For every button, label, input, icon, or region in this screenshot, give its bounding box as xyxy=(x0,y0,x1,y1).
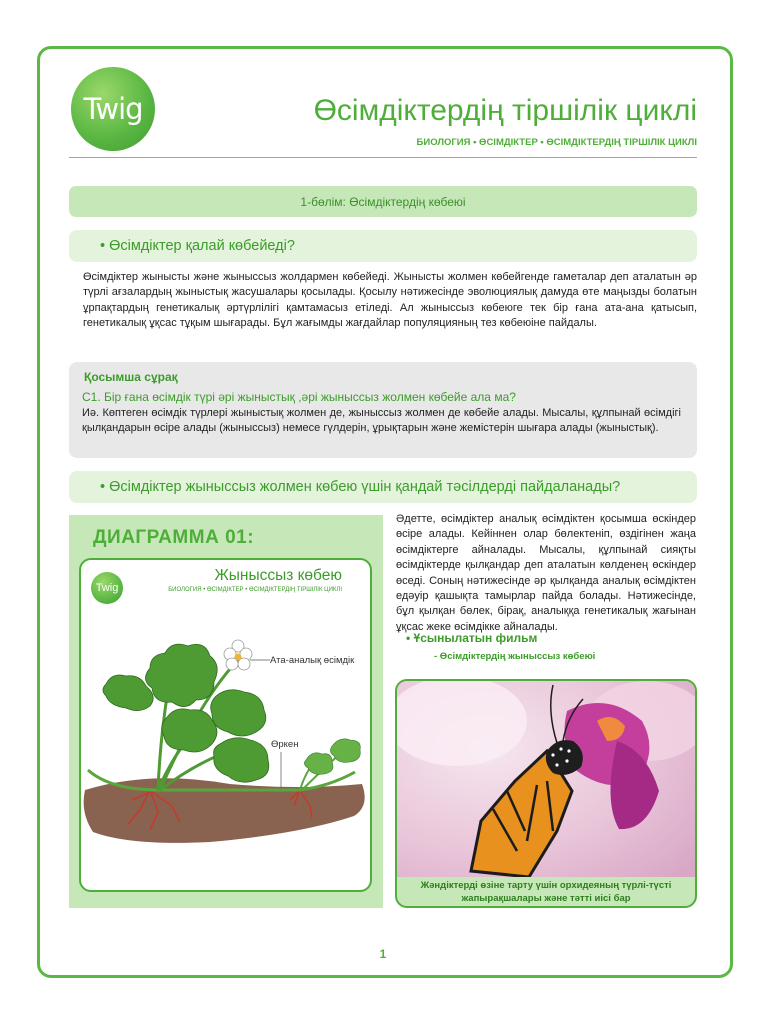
extra-question: С1. Бір ғана өсімдік түрі әрі жыныстық ,әрі жыныссыз жолмен көбейе ала ма? xyxy=(82,390,516,404)
diagram-card-title: Жыныссыз көбею xyxy=(214,567,342,584)
film-title: • Ұсынылатын фильм xyxy=(406,631,538,645)
photo-card xyxy=(395,679,697,908)
butterfly-orchid-photo xyxy=(397,681,695,877)
photo-caption xyxy=(397,879,695,905)
question-2-bar xyxy=(69,471,697,503)
logo-text: Twig xyxy=(83,92,143,126)
leaf xyxy=(211,690,266,736)
twig-logo xyxy=(71,67,155,151)
strawberry-plant-illustration xyxy=(81,600,369,888)
question-1-text: Өсімдіктер жынысты және жыныссыз жолдармен көбейеді. Жынысты жолмен көбейгенде гаметалар деп аталатын әр түрлі ағзалардың жыныстық жасушалары қосылады. Қосылу нәтижесінде эволюциялық дамуда өте маңызды болатын ұрпақтардың генетикалық әртүрлілігі қамтамасыз етіледі. Ал жыныссыз көбеюге тек бір ғана ата-ана қатысып, генетикалық ұқсас тұқым шығарады. Бұл жағымды жағдайлар популяцияның тез көбеюіне пайдалы. xyxy=(83,271,697,330)
label-runner: Өркен xyxy=(271,739,299,750)
diagram-card-breadcrumb: БИОЛОГИЯ • ӨСІМДІКТЕР • ӨСІМДІКТЕРДІҢ ТІРШІЛІК ЦИКЛІ xyxy=(168,587,342,593)
label-parent-plant: Ата-аналық өсімдік xyxy=(270,655,355,666)
page-title: Өсімдіктердің тіршілік циклі xyxy=(313,94,697,127)
header-divider xyxy=(69,157,697,158)
diagram-heading: ДИАГРАММА 01: xyxy=(93,527,255,548)
photo-caption-line-1: Жәндіктерді өзіне тарту үшін орхидеяның түрлі-түсті xyxy=(420,880,672,891)
breadcrumb: БИОЛОГИЯ • ӨСІМДІКТЕР • ӨСІМДІКТЕРДІҢ ТІРШІЛІК ЦИКЛІ xyxy=(416,137,697,148)
leaf xyxy=(214,738,269,783)
leaf xyxy=(162,709,217,752)
extra-question-title: Қосымша сұрақ xyxy=(84,370,178,384)
leaf xyxy=(145,644,217,706)
page-number: 1 xyxy=(379,947,387,961)
extra-answer: Иә. Көптеген өсімдік түрлері жыныстық жолмен де, жыныссыз жолмен де көбейе алады. Мысалы, құлпынай өсімдігі қылқандарын өсіре алады (жыныссыз) немесе гүлдерін, ұрықтарын және жемістерін шығара алады (жыныстық). xyxy=(82,407,681,435)
question-2-text: Әдетте, өсімдіктер аналық өсімдіктен қосымша өскіндер өсіре алады. Кейіннен олар бөлектеніп, өздігінен жаңа өсімдіктерге айналады. Мысалы, құлпынай сияқты өсімдіктерде қылқандар деп аталатын көлденең өскіндер өседі. Соның нәтижесінде әр қылқанда аналық өсімдіктен едәуір қашықта тамырлар пайда болады. Нәтижесінде, бұл қылқан бөлек, бірақ, аналыққа генетикалық жағынан ұқсас жеке өсімдікке айналады. xyxy=(396,513,696,633)
photo-caption-line-2: жапырақшалары және тәтті иісі бар xyxy=(461,893,631,904)
question-1-bar xyxy=(69,230,697,262)
card-logo-text: Twig xyxy=(95,582,119,594)
section-label: 1-бөлім: Өсімдіктердің көбеюі xyxy=(300,194,466,209)
question-1-title: • Өсімдіктер қалай көбейеді? xyxy=(100,238,295,254)
question-2-title: • Өсімдіктер жыныссыз жолмен көбею үшін қандай тәсілдерді пайдаланады? xyxy=(100,479,621,495)
film-subtitle[interactable]: - Өсімдіктердің жыныссыз көбеюі xyxy=(434,651,596,662)
strawberry-flower xyxy=(224,640,252,670)
section-bar xyxy=(69,186,697,217)
